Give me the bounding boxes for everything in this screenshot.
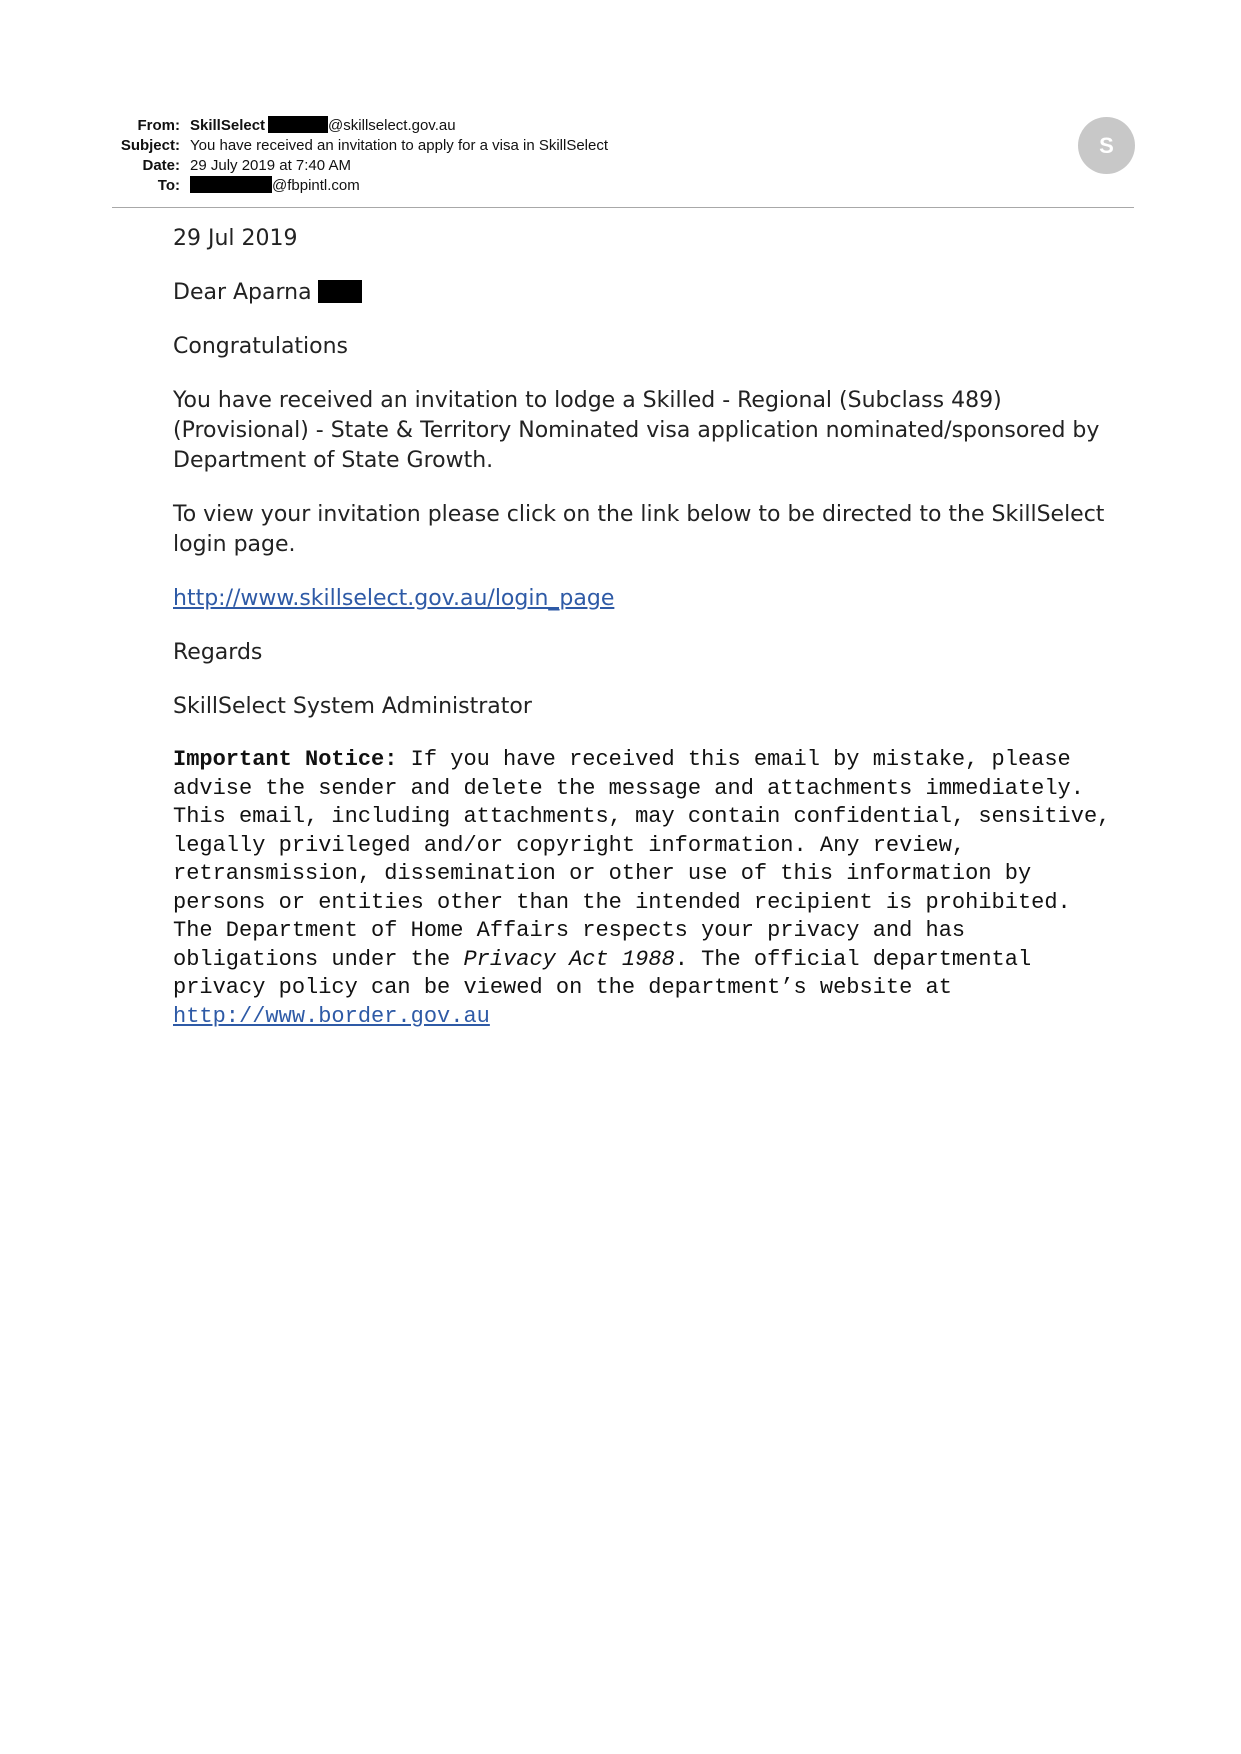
important-notice [173, 746, 1113, 1031]
to-value [190, 176, 360, 196]
date-row [100, 156, 1130, 176]
regards: Regards [173, 640, 263, 665]
subject-value: You have received an invitation to apply for a visa in SkillSelect [190, 137, 609, 154]
congratulations: Congratulations [173, 334, 349, 359]
login-link[interactable]: http://www.skillselect.gov.au/login_page [173, 586, 615, 611]
subject-label: Subject: [120, 137, 180, 154]
header-divider [112, 207, 1134, 208]
date-value: 29 July 2019 at 7:40 AM [190, 157, 351, 174]
from-row [100, 116, 1130, 136]
subject-row [100, 136, 1130, 156]
from-label: From: [137, 117, 180, 134]
instruction-paragraph: To view your invitation please click on the link below to be directed to the SkillSelect login page. [173, 502, 1105, 557]
redacted-sender [268, 116, 328, 133]
notice-label: Important Notice: [173, 747, 398, 772]
sender-domain: @skillselect.gov.au [328, 117, 456, 134]
redacted-surname [318, 280, 362, 303]
avatar-initial: S [1099, 132, 1114, 158]
border-link[interactable]: http://www.border.gov.au [173, 1003, 490, 1029]
email-header [100, 116, 1130, 196]
invitation-paragraph: You have received an invitation to lodge a Skilled - Regional (Subclass 489) (Provisional) - State & Territory Nominated visa application nominated/sponsored by Department of State Growth. [173, 388, 1100, 473]
login-link-paragraph [173, 584, 1113, 614]
privacy-act-name: Privacy Act 1988 [463, 946, 675, 972]
email-body [173, 224, 1113, 1055]
notice-text-2: . The official departmental privacy policy can be viewed on the department’s website at [173, 946, 1032, 1000]
letter-date: 29 Jul 2019 [173, 226, 298, 251]
signature: SkillSelect System Administrator [173, 694, 532, 719]
sender-avatar [1078, 117, 1135, 174]
from-value [190, 116, 456, 136]
date-label: Date: [142, 157, 180, 174]
notice-text-1: If you have received this email by mistake, please advise the sender and delete the message and attachments immediately. This email, including attachments, may contain confidential, sensitive, legally privileged and/or copyright information. Any review, retransmission, dissemination or other use of this information by persons or entities other than the intended recipient is prohibited. The Department of Home Affairs respects your privacy and has obligations under the [173, 747, 1111, 972]
redacted-recipient [190, 176, 272, 193]
to-label: To: [157, 177, 180, 194]
recipient-domain: @fbpintl.com [272, 177, 360, 194]
to-row [100, 176, 1130, 196]
greeting-text: Dear Aparna [173, 280, 312, 305]
greeting [173, 278, 1113, 308]
sender-name: SkillSelect [190, 117, 266, 134]
